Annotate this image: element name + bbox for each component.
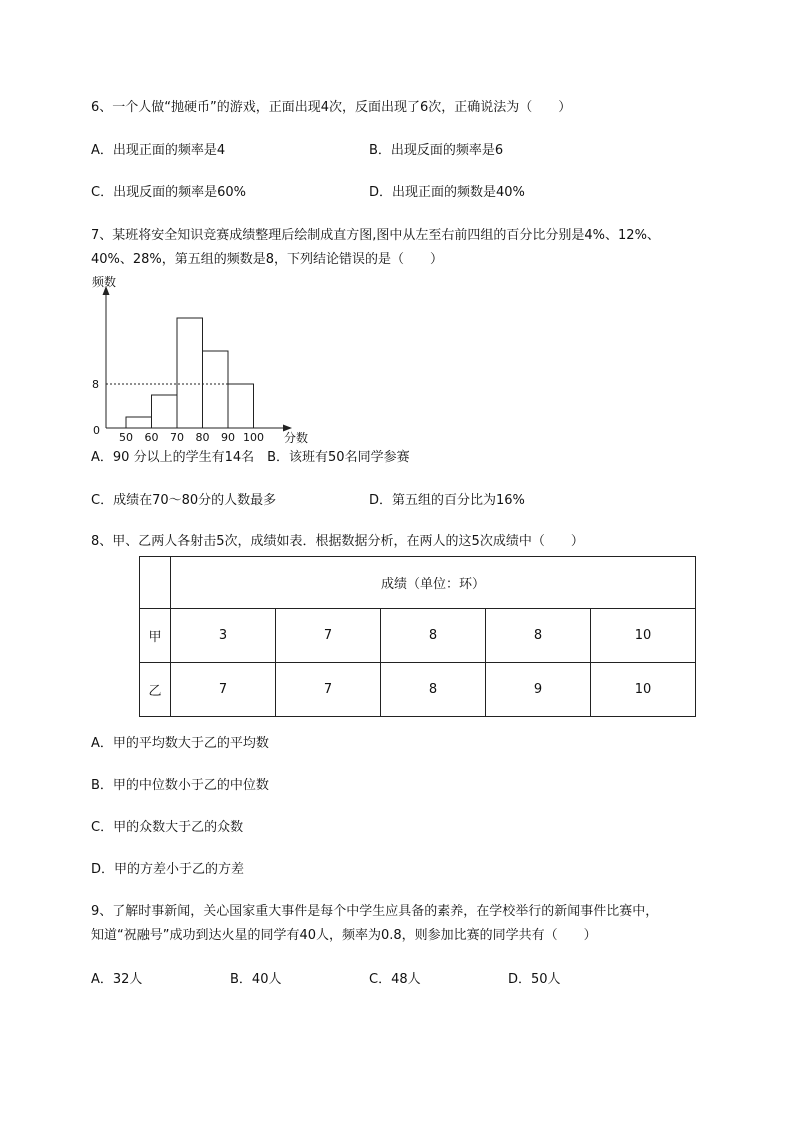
q7-option-a-b[interactable]: A．90 分以上的学生有14名 B．该班有50名同学参赛 [91,450,410,465]
q9-option-d[interactable]: D．50人 [508,972,561,987]
question-6-stem: 6、一个人做“抛硬币”的游戏，正面出现4次，反面出现了6次，正确说法为（ ） [91,100,572,115]
table-corner-cell [140,557,171,609]
reference-line-label: 8 [92,378,99,391]
x-tick-label: 60 [144,431,159,444]
table-cell: 8 [381,609,486,663]
question-7-stem-line2: 40%、28%，第五组的频数是8，下列结论错误的是（ ） [91,252,444,267]
q7-option-d[interactable]: D．第五组的百分比为16% [369,493,525,508]
q6-option-b[interactable]: B．出现反面的频率是6 [369,143,504,158]
table-row [140,609,696,663]
x-tick-label: 50 [119,431,133,444]
scores-table [139,556,696,717]
q8-option-b[interactable]: B．甲的中位数小于乙的中位数 [91,778,269,793]
histogram-bar-80-90 [203,351,229,428]
q8-option-c[interactable]: C．甲的众数大于乙的众数 [91,820,244,835]
question-7-stem-line1: 7、某班将安全知识竞赛成绩整理后绘制成直方图,图中从左至右前四组的百分比分别是4%、12%、 [91,228,660,243]
table-cell: 10 [591,609,696,663]
question-8-stem: 8、甲、乙两人各射击5次，成绩如表．根据数据分析，在两人的这5次成绩中（ ） [91,534,584,549]
table-cell: 9 [486,663,591,717]
table-cell: 7 [276,663,381,717]
question-9-stem-line1: 9、了解时事新闻，关心国家重大事件是每个中学生应具备的素养，在学校举行的新闻事件比赛中， [91,904,659,919]
histogram-chart [80,268,340,448]
table-row [140,663,696,717]
x-tick-label: 90 [221,431,235,444]
q9-option-c[interactable]: C．48人 [369,972,421,987]
row-label-jia: 甲 [140,609,171,663]
x-tick-label: 80 [195,431,210,444]
q6-option-d[interactable]: D．出现正面的频数是40% [369,185,525,200]
table-cell: 7 [276,609,381,663]
q6-option-a[interactable]: A．出现正面的频率是4 [91,143,226,158]
q7-option-c[interactable]: C．成绩在70～80分的人数最多 [91,493,277,508]
q6-option-c[interactable]: C．出现反面的频率是60% [91,185,246,200]
table-header: 成绩（单位：环） [171,557,696,609]
table-cell: 7 [171,663,276,717]
table-cell: 3 [171,609,276,663]
histogram-bar-60-70 [152,395,178,428]
q8-option-d[interactable]: D．甲的方差小于乙的方差 [91,862,245,877]
row-label-yi: 乙 [140,663,171,717]
histogram-bar-70-80 [177,318,203,428]
histogram-bar-50-60 [126,417,152,428]
table-cell: 8 [381,663,486,717]
y-axis-label: 频数 [92,275,117,289]
q9-option-b[interactable]: B．40人 [230,972,282,987]
x-axis-label: 分数 [284,431,309,445]
table-cell: 10 [591,663,696,717]
histogram-bar-90-100 [228,384,254,428]
q8-option-a[interactable]: A．甲的平均数大于乙的平均数 [91,736,269,751]
question-9-stem-line2: 知道“祝融号”成功到达火星的同学有40人，频率为0.8，则参加比赛的同学共有（ ） [91,928,597,943]
table-cell: 8 [486,609,591,663]
q9-option-a[interactable]: A．32人 [91,972,143,987]
x-tick-label: 100 [243,431,264,444]
origin-label: 0 [93,424,100,437]
x-tick-label: 70 [170,431,184,444]
